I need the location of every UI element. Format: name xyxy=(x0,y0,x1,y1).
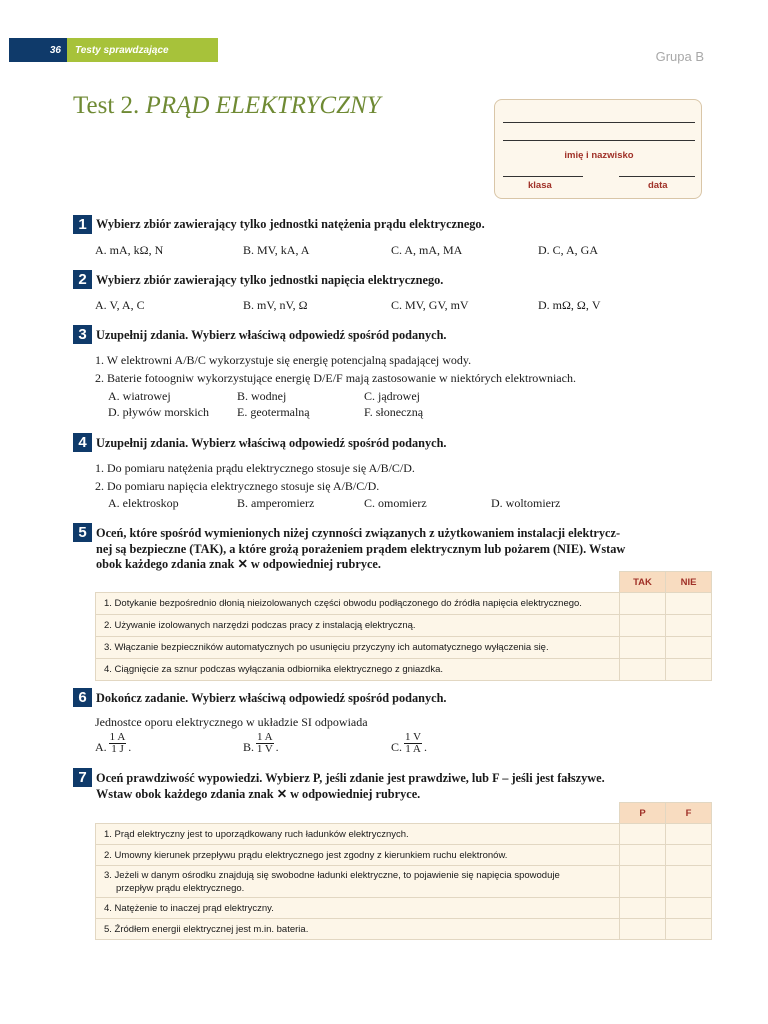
answer-option[interactable]: F. słoneczną xyxy=(364,405,424,419)
truth-table xyxy=(95,802,712,940)
question-text-line: Oceń prawdziwość wypowiedzi. Wybierz P, jeśli zdanie jest prawdziwe, lub F – jeśli jest fałszywe. xyxy=(96,771,605,785)
answer-cell-p[interactable] xyxy=(620,898,666,919)
question-number: 5 xyxy=(73,523,92,542)
answer-option[interactable]: D. mΩ, Ω, V xyxy=(538,298,601,312)
question-text xyxy=(96,526,625,573)
fraction-denominator: 1 J xyxy=(111,743,124,755)
statement: 2. Używanie izolowanych narzędzi podczas pracy z instalacją elektryczną. xyxy=(96,615,620,637)
answer-cell-f[interactable] xyxy=(666,824,712,845)
question-stem: Jednostce oporu elektrycznego w układzie SI odpowiada xyxy=(95,715,368,729)
answer-option[interactable]: A. mA, kΩ, N xyxy=(95,243,164,257)
statement: 4. Natężenie to inaczej prąd elektryczny. xyxy=(96,898,620,919)
answer-option[interactable]: A. V, A, C xyxy=(95,298,145,312)
statement xyxy=(96,866,620,898)
title-prefix: Test 2. xyxy=(73,92,140,119)
answer-option[interactable]: C. MV, GV, mV xyxy=(391,298,469,312)
fraction xyxy=(404,732,422,755)
answer-cell-p[interactable] xyxy=(620,845,666,866)
date-label: data xyxy=(648,180,668,191)
option-letter: C. xyxy=(391,740,403,754)
answer-option[interactable]: B. MV, kA, A xyxy=(243,243,310,257)
answer-cell-f[interactable] xyxy=(666,866,712,898)
answer-cell-nie[interactable] xyxy=(666,659,712,681)
question-text xyxy=(96,771,605,802)
question-number: 1 xyxy=(73,215,92,234)
answer-cell-tak[interactable] xyxy=(620,637,666,659)
table-row xyxy=(96,845,712,866)
answer-cell-nie[interactable] xyxy=(666,593,712,615)
safety-table xyxy=(95,571,712,681)
table-row xyxy=(96,919,712,940)
question-text-line: nej są bezpieczne (TAK), a które grożą porażeniem prądem elektrycznym lub pożarem (NIE). Wstaw xyxy=(96,541,626,556)
group-label: Grupa B xyxy=(655,49,704,64)
answer-cell-tak[interactable] xyxy=(620,615,666,637)
option-letter: B. xyxy=(243,740,255,754)
section-title: Testy sprawdzające xyxy=(75,44,169,56)
answer-option[interactable]: D. C, A, GA xyxy=(538,243,599,257)
name-line-1[interactable] xyxy=(503,122,695,123)
option-letter: A. xyxy=(95,740,107,754)
question-text-line: Wstaw obok każdego zdania znak ✕ w odpowiedniej rubryce. xyxy=(96,786,421,801)
table-row xyxy=(96,866,712,898)
statement: 5. Źródłem energii elektrycznej jest m.in. bateria. xyxy=(96,919,620,940)
table-row xyxy=(96,898,712,919)
fraction xyxy=(109,732,127,755)
table-row xyxy=(96,824,712,845)
name-label: imię i nazwisko xyxy=(564,150,634,161)
answer-option[interactable]: B. wodnej xyxy=(237,389,287,403)
question-number: 4 xyxy=(73,433,92,452)
table-header-spacer xyxy=(96,572,620,593)
answer-option[interactable]: E. geotermalną xyxy=(237,405,310,419)
statement: 1. Dotykanie bezpośrednio dłonią nieizolowanych części obwodu podłączonego do źródła napięcia elektrycznego. xyxy=(96,593,620,615)
answer-option[interactable]: B. mV, nV, Ω xyxy=(243,298,308,312)
table-row xyxy=(96,615,712,637)
answer-cell-f[interactable] xyxy=(666,845,712,866)
date-line[interactable] xyxy=(619,176,695,177)
answer-option[interactable]: B. amperomierz xyxy=(237,496,315,510)
question-number: 6 xyxy=(73,688,92,707)
fraction xyxy=(256,732,274,755)
answer-option[interactable]: D. woltomierz xyxy=(491,496,561,510)
statement: 3. Włączanie bezpieczników automatycznych po usunięciu przyczyny ich automatycznego wyłączenia się. xyxy=(96,637,620,659)
option-end: . xyxy=(424,740,428,754)
fraction-denominator: 1 V xyxy=(256,743,273,755)
answer-option[interactable]: A. elektroskop xyxy=(108,496,179,510)
table-row xyxy=(96,637,712,659)
table-row xyxy=(96,593,712,615)
class-label: klasa xyxy=(528,180,552,191)
fraction-denominator: 1 A xyxy=(405,743,421,755)
sentence: 2. Do pomiaru napięcia elektrycznego stosuje się A/B/C/D. xyxy=(95,479,380,493)
answer-option[interactable]: C. jądrowej xyxy=(364,389,420,403)
statement-line: przepływ prądu elektrycznego. xyxy=(116,882,245,894)
sentence: 1. Do pomiaru natężenia prądu elektrycznego stosuje się A/B/C/D. xyxy=(95,461,415,475)
statement-line: 3. Jeżeli w danym ośrodku znajdują się swobodne ładunki elektryczne, to pojawienie się napięcia spowoduje xyxy=(104,869,560,881)
answer-cell-f[interactable] xyxy=(666,898,712,919)
answer-option[interactable] xyxy=(95,732,131,755)
answer-option[interactable] xyxy=(243,732,279,755)
table-row xyxy=(96,659,712,681)
answer-cell-tak[interactable] xyxy=(620,659,666,681)
fraction-numerator: 1 A xyxy=(109,731,126,743)
class-line[interactable] xyxy=(503,176,583,177)
answer-cell-p[interactable] xyxy=(620,824,666,845)
col-header-p: P xyxy=(620,803,666,824)
answer-cell-f[interactable] xyxy=(666,919,712,940)
col-header-nie: NIE xyxy=(666,572,712,593)
question-number: 7 xyxy=(73,768,92,787)
question-text: Uzupełnij zdania. Wybierz właściwą odpowiedź spośród podanych. xyxy=(96,328,447,342)
answer-option[interactable]: C. omomierz xyxy=(364,496,427,510)
statement: 4. Ciągnięcie za sznur podczas wyłączania odbiornika elektrycznego z gniazdka. xyxy=(96,659,620,681)
test-title xyxy=(73,92,381,120)
answer-option[interactable] xyxy=(391,732,427,755)
option-end: . xyxy=(275,740,279,754)
answer-cell-tak[interactable] xyxy=(620,593,666,615)
col-header-f: F xyxy=(666,803,712,824)
question-text-line: obok każdego zdania znak ✕ w odpowiedniej rubryce. xyxy=(96,557,381,571)
answer-cell-nie[interactable] xyxy=(666,615,712,637)
title-main: PRĄD ELEKTRYCZNY xyxy=(145,92,381,119)
name-box xyxy=(494,99,702,199)
question-text: Wybierz zbiór zawierający tylko jednostki natężenia prądu elektrycznego. xyxy=(96,217,485,231)
question-text-line: Oceń, które spośród wymienionych niżej czynności związanych z użytkowaniem instalacji elektrycz- xyxy=(96,526,621,540)
sentence: 1. W elektrowni A/B/C wykorzystuje się energię potencjalną spadającej wody. xyxy=(95,353,472,367)
question-text: Wybierz zbiór zawierający tylko jednostki napięcia elektrycznego. xyxy=(96,273,444,287)
answer-cell-p[interactable] xyxy=(620,866,666,898)
answer-option[interactable]: D. pływów morskich xyxy=(108,405,209,419)
sentence: 2. Baterie fotoogniw wykorzystujące energię D/E/F mają zastosowanie w niektórych elektrowniach. xyxy=(95,371,576,385)
answer-option[interactable]: A. wiatrowej xyxy=(108,389,171,403)
question-number: 2 xyxy=(73,270,92,289)
page-number: 36 xyxy=(9,38,67,62)
fraction-numerator: 1 A xyxy=(257,731,273,743)
answer-option[interactable]: C. A, mA, MA xyxy=(391,243,463,257)
question-text: Dokończ zadanie. Wybierz właściwą odpowiedź spośród podanych. xyxy=(96,691,447,705)
table-header-spacer xyxy=(96,803,620,824)
question-text: Uzupełnij zdania. Wybierz właściwą odpowiedź spośród podanych. xyxy=(96,436,447,450)
question-number: 3 xyxy=(73,325,92,344)
option-end: . xyxy=(128,740,132,754)
answer-cell-nie[interactable] xyxy=(666,637,712,659)
col-header-tak: TAK xyxy=(620,572,666,593)
answer-cell-p[interactable] xyxy=(620,919,666,940)
name-line-2[interactable] xyxy=(503,140,695,141)
statement: 1. Prąd elektryczny jest to uporządkowany ruch ładunków elektrycznych. xyxy=(96,824,620,845)
fraction-numerator: 1 V xyxy=(405,731,422,743)
statement: 2. Umowny kierunek przepływu prądu elektrycznego jest zgodny z kierunkiem ruchu elektronów. xyxy=(96,845,620,866)
